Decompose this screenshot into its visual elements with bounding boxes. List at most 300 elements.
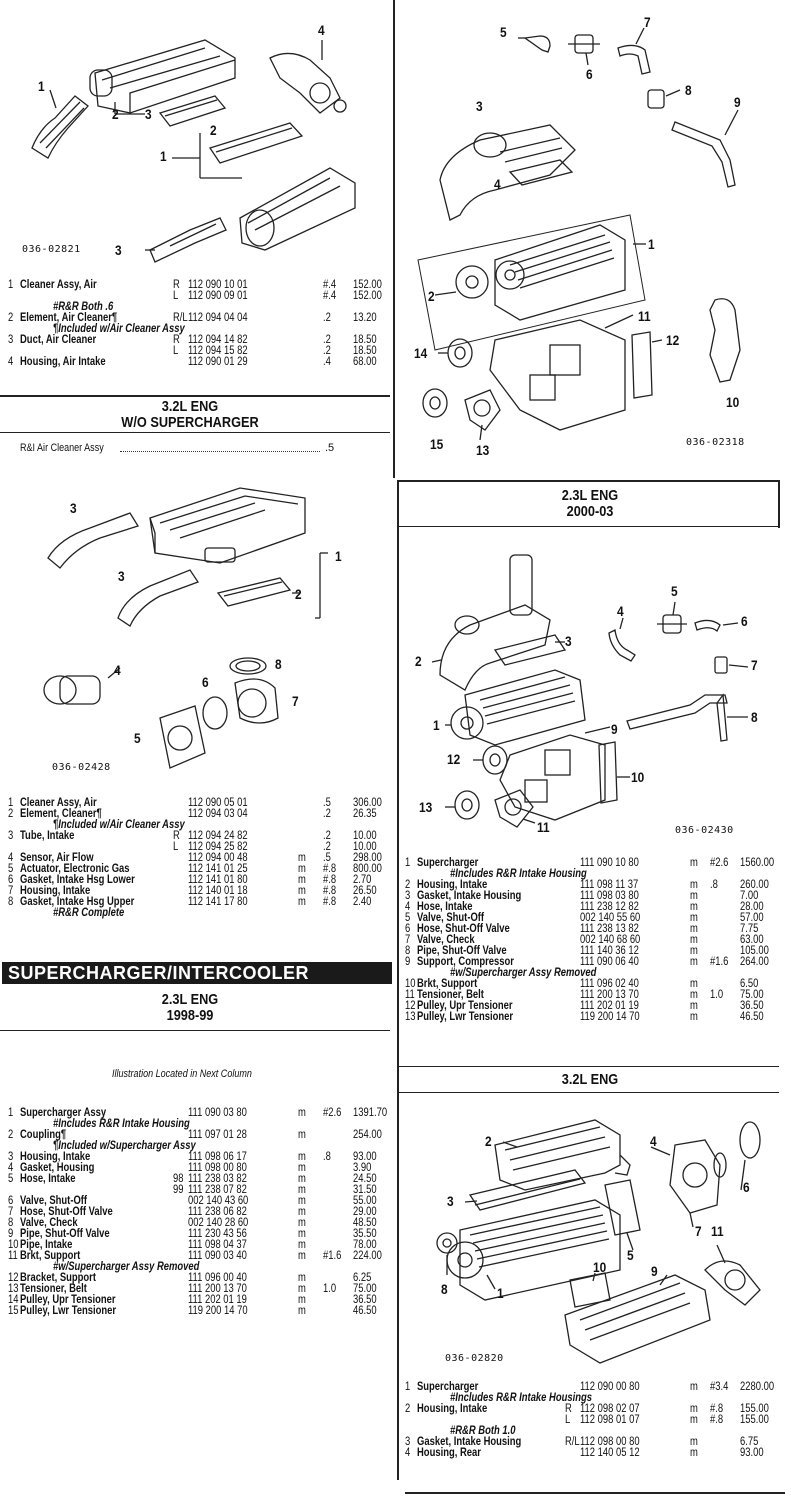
cell-price: 48.50 (353, 1217, 377, 1229)
callout-8: 8 (275, 656, 282, 672)
cell-pn: 111 238 13 82 (580, 923, 639, 935)
cell-name: Pulley, Lwr Tensioner (20, 1305, 117, 1317)
divider (397, 1066, 779, 1067)
cell-num: 4 (405, 901, 411, 913)
cell-pn: 111 202 01 19 (188, 1294, 247, 1306)
cell-price: 10.00 (353, 830, 377, 842)
cell-code: m (298, 1184, 306, 1196)
cell-code: m (298, 896, 306, 908)
cell-num: 3 (405, 1436, 411, 1448)
cell-name: Element, Cleaner¶ (20, 808, 102, 820)
cell-pn: 111 096 00 40 (188, 1272, 247, 1284)
cell-price: 28.00 (740, 901, 764, 913)
cell-name: Pipe, Shut-Off Valve (417, 945, 507, 957)
section-title-line1: 3.2L ENG (561, 1071, 619, 1088)
cell-pn: 111 098 11 37 (580, 879, 639, 891)
callout-4: 4 (114, 662, 121, 678)
cell-num: 2 (405, 1403, 411, 1415)
cell-price: 31.50 (353, 1184, 377, 1196)
cell-pn: 112 090 01 29 (188, 356, 248, 368)
cell-name: Hose, Intake (417, 901, 473, 913)
cell-code: m (298, 1239, 306, 1251)
figure-id: 036-02428 (52, 762, 111, 773)
cell-code: m (690, 934, 698, 946)
cell-side: L (173, 290, 179, 302)
cell-name: Bracket, Support (20, 1272, 96, 1284)
ri-label: R&I Air Cleaner Assy (20, 442, 104, 454)
cell-pn: 112 098 02 07 (580, 1403, 640, 1415)
cell-num: 5 (405, 912, 411, 924)
parts-table-32 (405, 1382, 785, 1459)
callout-12: 12 (447, 751, 461, 767)
callout-5: 5 (134, 730, 141, 746)
cell-name: Hose, Shut-Off Valve (417, 923, 510, 935)
cell-num: 15 (8, 1305, 19, 1317)
cell-code: m (298, 1228, 306, 1240)
cell-side: R (173, 830, 180, 842)
callout-6: 6 (741, 613, 748, 629)
cell-num: 11 (405, 989, 415, 1001)
callout-14: 14 (414, 345, 428, 361)
cell-hrs: #.4 (323, 290, 337, 302)
cell-pn: 002 140 28 60 (188, 1217, 249, 1229)
cell-num: 10 (405, 978, 416, 990)
cell-side: R/L (565, 1436, 580, 1448)
cell-pn: 111 230 43 56 (188, 1228, 247, 1240)
dot-leader (120, 451, 320, 452)
callout-7: 7 (751, 657, 758, 673)
cell-code: m (298, 1173, 306, 1185)
cell-hrs: #.8 (710, 1403, 724, 1415)
cell-code: m (298, 1250, 306, 1262)
ri-hours: .5 (325, 442, 335, 454)
cell-num: 5 (8, 863, 14, 875)
cell-name note: #R&R Both 1.0 (450, 1425, 516, 1437)
section-title-line2: 2000-03 (566, 503, 614, 520)
cell-num: 11 (8, 1250, 18, 1262)
callout-1: 1 (335, 548, 342, 564)
cell-name: Supercharger (417, 1381, 479, 1393)
cell-price: 260.00 (740, 879, 769, 891)
cell-side: R (173, 334, 180, 346)
callout-1: 1 (648, 236, 655, 252)
cell-name: Duct, Air Cleaner (20, 334, 97, 346)
cell-code: m (298, 1217, 306, 1229)
cell-name note: ¶Included w/Supercharger Assy (53, 1140, 196, 1152)
callout-5: 5 (671, 583, 678, 599)
cell-name note: #Includes R&R Intake Housing (450, 868, 587, 880)
cell-pn: 111 202 01 19 (580, 1000, 639, 1012)
cell-num: 2 (8, 808, 14, 820)
cell-code: m (298, 1129, 306, 1141)
cell-code: m (298, 1151, 306, 1163)
cell-code: m (298, 885, 306, 897)
cell-price: 2.40 (353, 896, 372, 908)
cell-price: 93.00 (353, 1151, 377, 1163)
divider (0, 1030, 390, 1031)
callout-5: 5 (500, 24, 507, 40)
cell-side: R (565, 1403, 572, 1415)
callout-6: 6 (586, 66, 593, 82)
cell-name: Valve, Check (417, 934, 475, 946)
cell-price: 68.00 (353, 356, 377, 368)
cell-pn: 112 098 01 07 (580, 1414, 640, 1426)
cell-name: Housing, Intake (417, 1403, 488, 1415)
cell-hrs: #.8 (323, 885, 337, 897)
divider (397, 480, 779, 482)
parts-table-23-9899 (8, 1108, 388, 1317)
cell-code: m (690, 1447, 698, 1459)
cell-name note: #R&R Complete (53, 907, 125, 919)
cell-code: m (690, 890, 698, 902)
cell-hrs: 1.0 (710, 989, 724, 1001)
cell-price: 800.00 (353, 863, 382, 875)
callout-11: 11 (711, 1223, 724, 1239)
cell-price: 24.50 (353, 1173, 377, 1185)
cell-name: Sensor, Air Flow (20, 852, 94, 864)
cell-num: 1 (8, 797, 14, 809)
cell-num: 3 (8, 830, 14, 842)
cell-num: 8 (8, 1217, 14, 1229)
callout-2: 2 (295, 586, 302, 602)
cell-num: 14 (8, 1294, 19, 1306)
cell-pn: 112 094 24 82 (188, 830, 248, 842)
cell-name: Valve, Shut-Off (417, 912, 485, 924)
parts-table-air-cleaner (8, 280, 388, 368)
figure-32-supercharger (405, 1105, 785, 1375)
cell-price: 55.00 (353, 1195, 377, 1207)
callout-8: 8 (751, 709, 758, 725)
cell-name: Tensioner, Belt (417, 989, 484, 1001)
cell-name note: #w/Supercharger Assy Removed (450, 967, 597, 979)
cell-price: 36.50 (740, 1000, 764, 1012)
cell-name: Housing, Air Intake (20, 356, 106, 368)
cell-name: Support, Compressor (417, 956, 514, 968)
cell-pn: 119 200 14 70 (188, 1305, 248, 1317)
section-title-line1: 2.3L ENG (161, 991, 219, 1008)
cell-price: 26.50 (353, 885, 377, 897)
cell-hrs: #.8 (710, 1414, 724, 1426)
cell-code: m (690, 989, 698, 1001)
cell-name: Gasket, Intake Hsg Upper (20, 896, 135, 908)
parts-row (8, 908, 388, 919)
cell-price: 7.75 (740, 923, 759, 935)
cell-num: 4 (405, 1447, 411, 1459)
cell-name: Cleaner Assy, Air (20, 797, 97, 809)
cell-pn: 112 141 01 80 (188, 874, 248, 886)
cell-price: 75.00 (740, 989, 764, 1001)
cell-name: Hose, Shut-Off Valve (20, 1206, 113, 1218)
cell-price: 10.00 (353, 841, 377, 853)
callout-3b: 3 (115, 242, 122, 258)
callout-11: 11 (537, 819, 550, 835)
cell-name: Brkt, Support (20, 1250, 81, 1262)
cell-hrs: #1.6 (710, 956, 729, 968)
callout-12: 12 (666, 332, 680, 348)
column-divider (393, 0, 395, 478)
parts-row (405, 1448, 785, 1459)
callout-5: 5 (627, 1247, 634, 1263)
cell-code: m (690, 923, 698, 935)
cell-code: m (690, 901, 698, 913)
cell-code: m (298, 1283, 306, 1295)
cell-price: 155.00 (740, 1414, 769, 1426)
cell-hrs: .2 (323, 830, 331, 842)
cell-name: Housing, Intake (417, 879, 488, 891)
cell-code: m (690, 1436, 698, 1448)
cell-side: L (173, 345, 179, 357)
cell-pn: 002 140 68 60 (580, 934, 641, 946)
callout-4: 4 (617, 603, 624, 619)
callout-11: 11 (638, 308, 651, 324)
cell-name: Housing, Intake (20, 885, 91, 897)
cell-pn: 112 090 10 01 (188, 279, 248, 291)
cell-pn: 111 098 00 80 (188, 1162, 247, 1174)
cell-num: 3 (8, 334, 14, 346)
cell-name: Housing, Intake (20, 1151, 91, 1163)
callout-8: 8 (685, 82, 692, 98)
cell-num: 4 (8, 852, 14, 864)
cell-code: m (690, 956, 698, 968)
cell-num: 9 (8, 1228, 14, 1240)
cell-pn: 111 238 12 82 (580, 901, 639, 913)
cell-code: m (690, 1381, 698, 1393)
cell-pn: 111 098 03 80 (580, 890, 639, 902)
cell-hrs: #.4 (323, 279, 337, 291)
cell-pn: 112 094 14 82 (188, 334, 248, 346)
cell-num: 10 (8, 1239, 19, 1251)
cell-price: 36.50 (353, 1294, 377, 1306)
section-title-line2: 1998-99 (166, 1007, 214, 1024)
section-title-23-9899 (80, 992, 301, 1024)
cell-code: m (298, 1162, 306, 1174)
cell-hrs: .2 (323, 808, 331, 820)
cell-code: m (690, 1414, 698, 1426)
cell-price: 6.25 (353, 1272, 372, 1284)
cell-num: 2 (8, 312, 14, 324)
cell-side: L (173, 841, 179, 853)
cell-hrs: #3.4 (710, 1381, 729, 1393)
callout-3: 3 (565, 633, 572, 649)
cell-pn: 112 094 03 04 (188, 808, 248, 820)
cell-code: m (298, 863, 306, 875)
cell-pn: 112 094 15 82 (188, 345, 248, 357)
cell-name: Cleaner Assy, Air (20, 279, 97, 291)
figure-id: 036-02318 (686, 437, 745, 448)
cell-name: Brkt, Support (417, 978, 478, 990)
cell-name: Tensioner, Belt (20, 1283, 87, 1295)
cell-name: Pipe, Intake (20, 1239, 73, 1251)
cell-name note: #Includes R&R Intake Housings (450, 1392, 593, 1404)
callout-2b: 2 (210, 122, 217, 138)
cell-hrs: .4 (323, 356, 331, 368)
cell-num: 2 (405, 879, 411, 891)
cell-num: 7 (8, 885, 14, 897)
cell-price: 1391.70 (353, 1107, 388, 1119)
section-title-line1: 2.3L ENG (561, 487, 619, 504)
box-right (778, 480, 780, 528)
cell-name: Valve, Shut-Off (20, 1195, 88, 1207)
cell-hrs: .8 (323, 1151, 331, 1163)
cell-name: Actuator, Electronic Gas (20, 863, 130, 875)
cell-price: 35.50 (353, 1228, 377, 1240)
cell-pn: 111 238 06 82 (188, 1206, 247, 1218)
callout-2: 2 (428, 288, 435, 304)
callout-2: 2 (485, 1133, 492, 1149)
illustration-note: Illustration Located in Next Column (112, 1068, 252, 1080)
section-title-23-0003 (488, 488, 692, 520)
cell-pn: 112 141 01 25 (188, 863, 248, 875)
divider (0, 432, 390, 433)
cell-hrs: #.8 (323, 896, 337, 908)
cell-name: Supercharger (417, 857, 479, 869)
cell-hrs: .2 (323, 334, 331, 346)
cell-pn: 111 238 07 82 (188, 1184, 247, 1196)
cell-hrs: #2.6 (710, 857, 729, 869)
cell-num: 1 (8, 279, 14, 291)
section-banner: SUPERCHARGER/INTERCOOLER (2, 962, 392, 984)
cell-price: 2280.00 (740, 1381, 775, 1393)
cell-num: 4 (8, 356, 14, 368)
cell-name: Gasket, Housing (20, 1162, 95, 1174)
cell-pn: 112 140 05 12 (580, 1447, 640, 1459)
cell-pn: 111 090 03 40 (188, 1250, 247, 1262)
cell-name note: #w/Supercharger Assy Removed (53, 1261, 200, 1273)
callout-1: 1 (433, 717, 440, 733)
cell-code: m (298, 874, 306, 886)
callout-3: 3 (476, 98, 483, 114)
box-left (397, 480, 399, 1480)
cell-code: m (298, 1305, 306, 1317)
cell-code: m (298, 852, 306, 864)
cell-num: 13 (8, 1283, 19, 1295)
cell-pn: 112 140 01 18 (188, 885, 248, 897)
cell-hrs: #2.6 (323, 1107, 342, 1119)
cell-price: 78.00 (353, 1239, 377, 1251)
cell-hrs: #1.6 (323, 1250, 342, 1262)
callout-13: 13 (419, 799, 433, 815)
cell-side: L (565, 1414, 571, 1426)
cell-pn: 112 094 00 48 (188, 852, 248, 864)
cell-name: Gasket, Intake Housing (417, 1436, 522, 1448)
section-title-32 (488, 1072, 692, 1088)
callout-7: 7 (644, 14, 651, 30)
cell-price: 13.20 (353, 312, 377, 324)
cell-pn: 112 094 25 82 (188, 841, 248, 853)
cell-name note: #R&R Both .6 (53, 301, 114, 313)
callout-2: 2 (415, 653, 422, 669)
cell-pn: 111 090 10 80 (580, 857, 639, 869)
cell-pn: 112 094 04 04 (188, 312, 248, 324)
callout-4: 4 (318, 22, 325, 38)
callout-7: 7 (292, 693, 299, 709)
cell-code: m (298, 1294, 306, 1306)
cell-pn: 112 090 00 80 (580, 1381, 640, 1393)
cell-pn: 112 141 17 80 (188, 896, 248, 908)
cell-pn: 111 090 06 40 (580, 956, 639, 968)
cell-name: Gasket, Intake Housing (417, 890, 522, 902)
section-title-32-wo (80, 399, 301, 431)
cell-num: 5 (8, 1173, 14, 1185)
parts-table-23-0003 (405, 858, 785, 1023)
cell-num: 6 (8, 874, 14, 886)
cell-pn: 111 200 13 70 (188, 1283, 247, 1295)
cell-code: m (690, 912, 698, 924)
cell-hrs: 1.0 (323, 1283, 337, 1295)
cell-side: 99 (173, 1184, 184, 1196)
callout-3: 1 (38, 78, 45, 94)
cell-price: 254.00 (353, 1129, 382, 1141)
cell-price: 7.00 (740, 890, 759, 902)
callout-10: 10 (726, 394, 740, 410)
callout-9: 9 (651, 1263, 658, 1279)
divider (405, 1492, 785, 1494)
cell-name note: ¶Included w/Air Cleaner Assy (53, 323, 185, 335)
callout-9: 9 (611, 721, 618, 737)
cell-hrs: .5 (323, 797, 331, 809)
cell-name: Coupling¶ (20, 1129, 67, 1141)
cell-code: m (690, 945, 698, 957)
cell-pn: 111 097 01 28 (188, 1129, 247, 1141)
callout-4: 4 (650, 1133, 657, 1149)
parts-row (405, 1012, 785, 1023)
parts-table-32-wo (8, 798, 388, 919)
cell-name note: ¶Included w/Air Cleaner Assy (53, 819, 185, 831)
cell-price: 26.35 (353, 808, 377, 820)
cell-pn: 111 200 13 70 (580, 989, 639, 1001)
cell-price: 152.00 (353, 290, 382, 302)
cell-price: 264.00 (740, 956, 769, 968)
cell-code: m (690, 1000, 698, 1012)
cell-num: 7 (405, 934, 411, 946)
cell-pn: 111 098 06 17 (188, 1151, 247, 1163)
callout-7: 7 (695, 1223, 702, 1239)
cell-name: Hose, Intake (20, 1173, 76, 1185)
cell-name: Supercharger Assy (20, 1107, 107, 1119)
cell-hrs: #.8 (323, 863, 337, 875)
callout-8: 8 (441, 1281, 448, 1297)
cell-pn: 111 140 36 12 (580, 945, 639, 957)
cell-price: 63.00 (740, 934, 764, 946)
cell-code: m (690, 978, 698, 990)
cell-price: 18.50 (353, 345, 377, 357)
cell-hrs: #.8 (323, 874, 337, 886)
cell-price: 152.00 (353, 279, 382, 291)
cell-num: 1 (405, 857, 411, 869)
figure-id: 036-02430 (675, 825, 734, 836)
cell-side: R/L (173, 312, 188, 324)
cell-price: 2.70 (353, 874, 372, 886)
figure-air-cleaner (20, 18, 375, 268)
cell-num: 4 (8, 1162, 14, 1174)
cell-price: 224.00 (353, 1250, 382, 1262)
cell-name: Pipe, Shut-Off Valve (20, 1228, 110, 1240)
callout-10: 10 (593, 1259, 607, 1275)
cell-pn: 111 096 02 40 (580, 978, 639, 990)
figure-23-9899-supercharger (400, 10, 785, 470)
cell-hrs: .2 (323, 312, 331, 324)
cell-price: 29.00 (353, 1206, 377, 1218)
cell-hrs: .2 (323, 841, 331, 853)
callout-3: 3 (70, 500, 77, 516)
cell-hrs: .8 (710, 879, 718, 891)
cell-pn: 112 090 05 01 (188, 797, 248, 809)
cell-name: Element, Air Cleaner¶ (20, 312, 118, 324)
parts-row (8, 1306, 388, 1317)
cell-name: Pulley, Lwr Tensioner (417, 1011, 514, 1023)
cell-num: 8 (8, 896, 14, 908)
cell-name: Tube, Intake (20, 830, 75, 842)
